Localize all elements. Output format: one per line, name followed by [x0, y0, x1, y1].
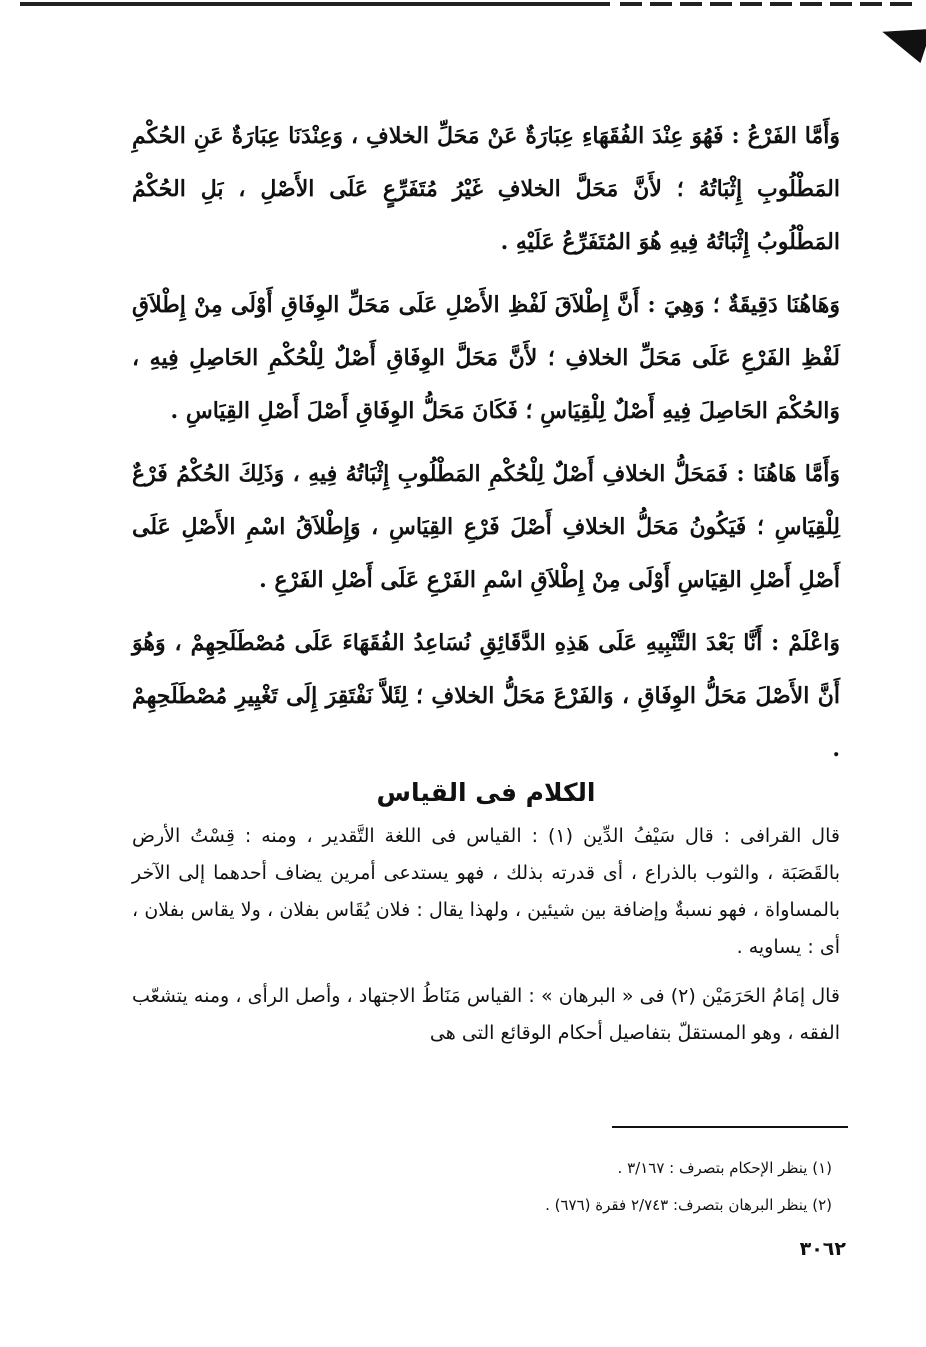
corner-triangle-mark	[877, 15, 926, 63]
paragraph-far: وَأَمَّا الفَرْعُ : فَهُوَ عِنْدَ الفُقَهَاءِ عِبَارَةٌ عَنْ مَحَلِّ الخلافِ ، وَعِنْدَنَا عِبَارَةٌ عَنِ الحُكْمِ المَطْلُوبِ إِثْبَاتُهُ ؛ لأَنَّ مَحَلَّ الخلافِ غَيْرُ مُتَفَرِّعٍ عَلَى الأَصْلِ ، بَلِ الحُكْمُ المَطْلُوبُ إِثْبَاتُهُ فِيهِ هُوَ المُتَفَرِّعُ عَلَيْهِ .	[132, 123, 840, 255]
footnote-2: (٢) ينظر البرهان بتصرف: ٢/٧٤٣ فقرة (٦٧٦) .	[545, 1196, 832, 1214]
quote-imam-haramayn: قال إمَامُ الحَرَمَيْن (٢) فى « البرهان » : القياس مَنَاطُ الاجتهاد ، وأصل الرأى ، ومنه يتشعّب الفقه ، وهو المستقلّ بتفاصيل أحكام الوقائع التى هى	[132, 985, 841, 1044]
top-border-dashes	[620, 2, 920, 6]
paragraph-ilam: وَاعْلَمْ : أَنَّا بَعْدَ التَّنْبِيهِ عَلَى هَذِهِ الدَّقَائِقِ نُسَاعِدُ الفُقَهَاءَ عَلَى مُصْطَلَحِهِمْ ، وَهُوَ أَنَّ الأَصْلَ مَحَلُّ الوِفَاقِ ، وَالفَرْعَ مَحَلُّ الخلافِ ؛ لِئَلاَّ نَفْتَقِرَ إِلَى تَغْيِيرِ مُصْطَلَحِهِمْ .	[132, 630, 840, 762]
quote-qarafi: قال القرافى : قال سَيْفُ الدِّين (١) : القياس فى اللغة التَّقدير ، ومنه : قِسْتُ الأرض بالقَصَبَة ، والثوب بالذراع ، أى قدرته بذلك ، فهو يستدعى أمرين يضاف أحدهما إلى الآخر بالمساواة ، فهو نسبةٌ وإضافة بين شيئين ، ولهذا يقال : فلان يُقَاس بفلان ، ولا يقاس بفلان ، أى : يساويه .	[132, 825, 840, 958]
footnote-separator	[612, 1126, 848, 1128]
page-number: ٣٠٦٢	[799, 1238, 846, 1260]
main-text-block	[132, 110, 840, 786]
section-title: الكلام فى القياس	[376, 778, 596, 807]
top-border-rule	[20, 2, 610, 6]
paragraph-hahuna: وَأَمَّا هَاهُنَا : فَمَحَلُّ الخلافِ أَصْلٌ لِلْحُكْمِ المَطْلُوبِ إِثْبَاتُهُ فِيهِ ، وَذَلِكَ الحُكْمُ فَرْعٌ لِلْقِيَاسِ ؛ فَيَكُونُ مَحَلُّ الخلافِ أَصْلَ فَرْعِ القِيَاسِ ، وَإِطْلاَقُ اسْمِ الأَصْلِ عَلَى أَصْلِ أَصْلِ القِيَاسِ أَوْلَى مِنْ إِطْلاَقِ اسْمِ الفَرْعِ عَلَى أَصْلِ الفَرْعِ .	[132, 461, 840, 593]
footnotes	[300, 1150, 832, 1224]
quote-text-block	[132, 818, 840, 1064]
footnote-1: (١) ينظر الإحكام بتصرف : ٣/١٦٧ .	[617, 1159, 832, 1177]
paragraph-daqiqa: وَهَاهُنَا دَقِيقَةٌ ؛ وَهِيَ : أَنَّ إِطْلاَقَ لَفْظِ الأَصْلِ عَلَى مَحَلِّ الوِفَاقِ أَوْلَى مِنْ إِطْلاَقِ لَفْظِ الفَرْعِ عَلَى مَحَلِّ الخلافِ ؛ لأَنَّ مَحَلَّ الوِفَاقِ أَصْلٌ لِلْحُكْمِ الحَاصِلِ فِيهِ ، وَالحُكْمَ الحَاصِلَ فِيهِ أَصْلٌ لِلْقِيَاسِ ؛ فَكَانَ مَحَلُّ الوِفَاقِ أَصْلَ أَصْلِ القِيَاسِ .	[132, 292, 840, 424]
